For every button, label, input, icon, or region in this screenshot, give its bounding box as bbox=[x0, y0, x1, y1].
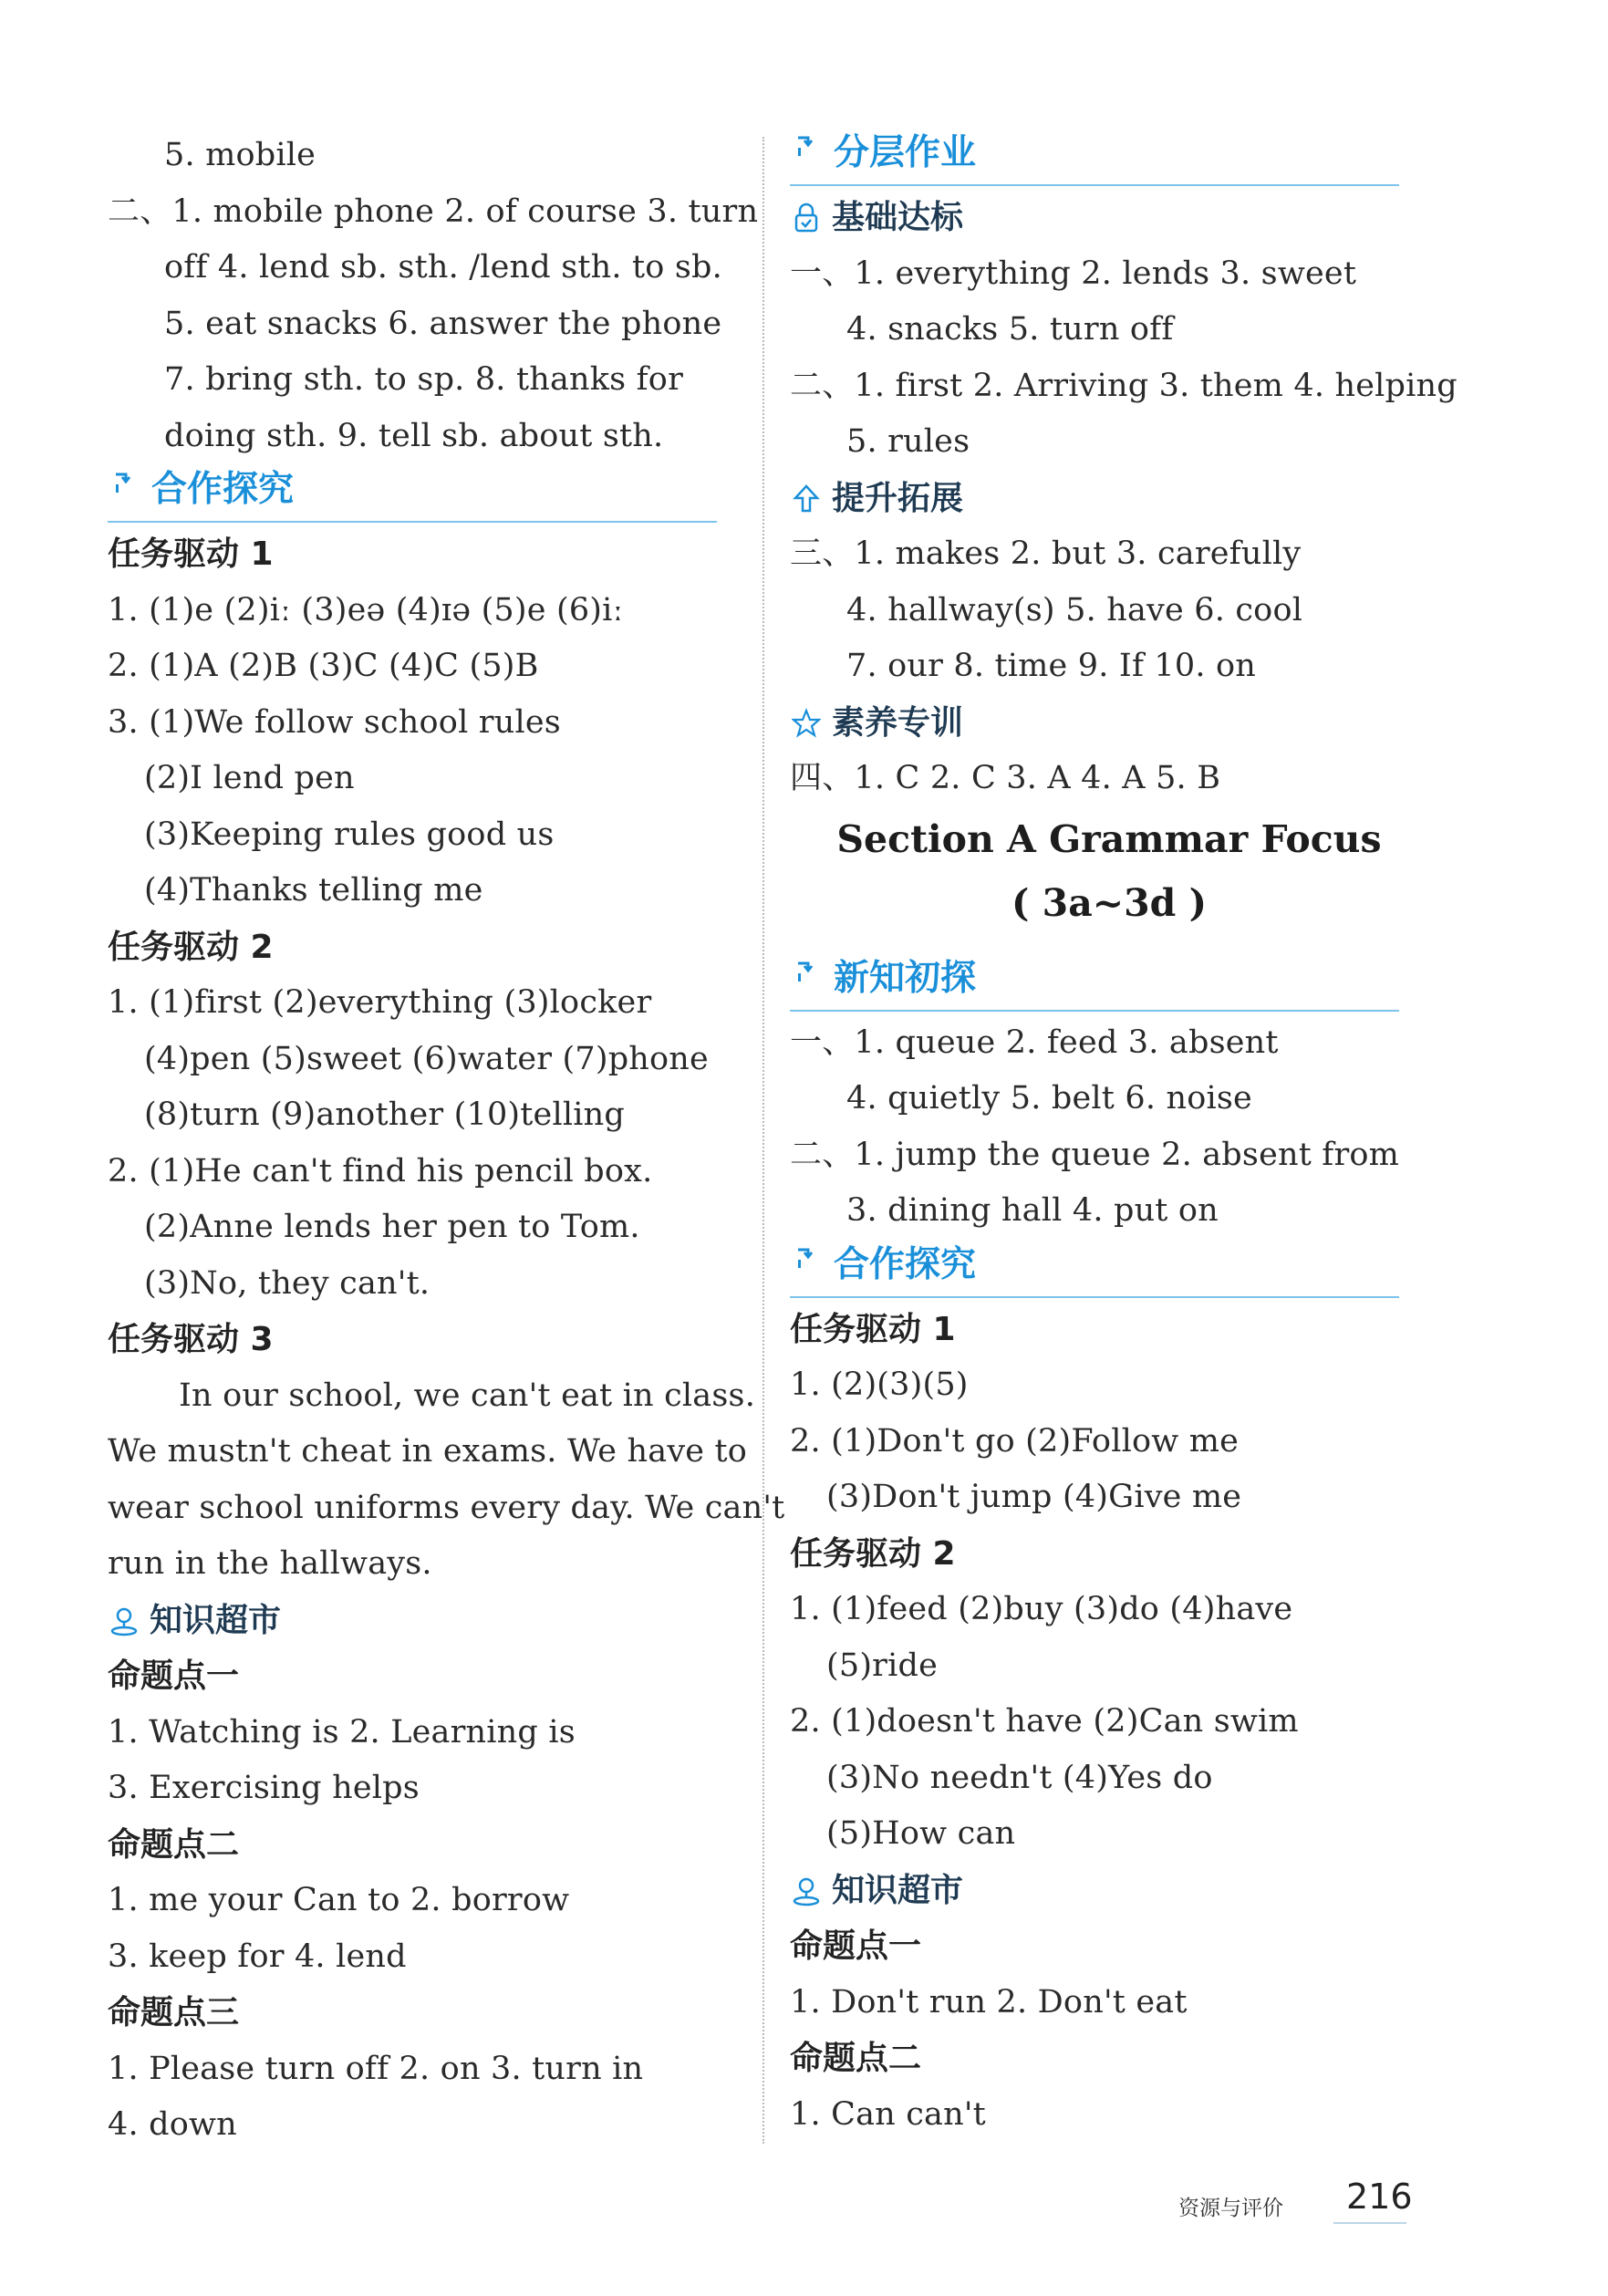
answer-line: We mustn't cheat in exams. We have to bbox=[108, 1433, 748, 1470]
point-heading: 命题点一 bbox=[108, 1657, 240, 1695]
section-title: 合作探究 bbox=[151, 469, 295, 510]
point-heading: 命题点二 bbox=[790, 2040, 922, 2077]
task1-answers bbox=[790, 1357, 1428, 1526]
answer-line: (5)ride bbox=[826, 1647, 939, 1684]
answer-line: 3. (1)We follow school rules bbox=[108, 703, 561, 741]
answer-line: 二、1. mobile phone 2. of course 3. turn bbox=[108, 192, 759, 230]
location-pin-icon bbox=[792, 1875, 821, 1906]
knowledge-market-title: 知识超市 bbox=[150, 1601, 282, 1639]
answer-line: (2)I lend pen bbox=[144, 760, 355, 796]
special-training-header bbox=[790, 695, 1428, 752]
answer-line: 二、1. first 2. Arriving 3. them 4. helping bbox=[790, 367, 1458, 404]
task1-answers bbox=[108, 583, 746, 919]
answer-line: 1. Can can't bbox=[790, 2095, 986, 2133]
answer-line: (4)pen (5)sweet (6)water (7)phone bbox=[144, 1040, 709, 1077]
answer-line: (4)Thanks telling me bbox=[144, 872, 483, 909]
unit-section-subtitle: ( 3a~3d ) bbox=[1011, 880, 1207, 925]
answer-line: 四、1. C 2. C 3. A 4. A 5. B bbox=[790, 760, 1221, 796]
answer-line: (3)Keeping rules good us bbox=[144, 816, 555, 853]
answer-line: 3. keep for 4. lend bbox=[108, 1938, 407, 1975]
answer-line: 4. quietly 5. belt 6. noise bbox=[846, 1080, 1252, 1117]
answer-line: (2)Anne lends her pen to Tom. bbox=[144, 1209, 640, 1245]
task-heading: 任务驱动 1 bbox=[108, 535, 274, 573]
answer-line: 1. Don't run 2. Don't eat bbox=[790, 1983, 1188, 2021]
basic-level-title: 基础达标 bbox=[832, 199, 964, 236]
task-heading: 任务驱动 2 bbox=[108, 928, 274, 966]
knowledge-market-title: 知识超市 bbox=[832, 1871, 964, 1909]
section-header-new-knowledge bbox=[790, 953, 1399, 1012]
answer-line: (3)No needn't (4)Yes do bbox=[826, 1759, 1213, 1796]
answer-line: 5. rules bbox=[846, 423, 970, 460]
task3-passage bbox=[108, 1368, 785, 1593]
point2-answers bbox=[790, 2087, 1428, 2144]
improve-title: 提升拓展 bbox=[832, 479, 964, 517]
left-intro bbox=[108, 128, 759, 464]
task-heading: 任务驱动 1 bbox=[790, 1310, 956, 1348]
section-header-layered-homework bbox=[790, 128, 1399, 186]
special-answers bbox=[790, 751, 1428, 807]
answer-line: off 4. lend sb. sth. /lend sth. to sb. bbox=[164, 249, 722, 286]
knowledge-market-header bbox=[108, 1593, 746, 1649]
answer-line: 2. (1)Don't go (2)Follow me bbox=[790, 1422, 1240, 1460]
answer-line: wear school uniforms every day. We can't bbox=[108, 1489, 785, 1526]
answer-line: 5. eat snacks 6. answer the phone bbox=[164, 305, 722, 342]
answer-line: (3)Don't jump (4)Give me bbox=[826, 1479, 1242, 1515]
up-arrow-icon bbox=[792, 483, 821, 514]
point-heading: 命题点二 bbox=[108, 1825, 240, 1864]
section-header-cooperation bbox=[108, 464, 717, 523]
unit-section-title: Section A Grammar Focus bbox=[836, 816, 1382, 861]
answer-line: 1. (1)first (2)everything (3)locker bbox=[108, 984, 652, 1021]
answer-line: 4. down bbox=[108, 2106, 237, 2143]
section-marker-icon bbox=[795, 135, 815, 159]
answer-line: 1. Watching is 2. Learning is bbox=[108, 1713, 576, 1751]
point1-answers bbox=[108, 1705, 746, 1817]
answer-line: 4. hallway(s) 5. have 6. cool bbox=[846, 591, 1303, 629]
answer-line: 2. (1)doesn't have (2)Can swim bbox=[790, 1703, 1299, 1740]
point-heading: 命题点一 bbox=[790, 1927, 922, 1965]
answer-line: 一、1. queue 2. feed 3. absent bbox=[790, 1023, 1279, 1061]
answer-line: 2. (1)He can't find his pencil box. bbox=[108, 1152, 653, 1190]
section-title: 新知初探 bbox=[834, 957, 977, 999]
answer-line: 1. Please turn off 2. on 3. turn in bbox=[108, 2050, 644, 2087]
answer-line: 1. (1)e (2)iː (3)eə (4)ɪə (5)e (6)iː bbox=[108, 591, 624, 629]
point2-answers bbox=[108, 1873, 746, 1985]
answer-line: 一、1. everything 2. lends 3. sweet bbox=[790, 255, 1357, 292]
basic-level-header bbox=[790, 190, 1428, 246]
right-column bbox=[790, 128, 1458, 2143]
section-header-cooperation bbox=[790, 1240, 1399, 1298]
knowledge-market-header bbox=[790, 1863, 1428, 1919]
answer-line: 3. Exercising helps bbox=[108, 1770, 420, 1806]
answer-line: 1. (2)(3)(5) bbox=[790, 1366, 969, 1403]
column-divider bbox=[763, 137, 764, 2144]
section-title: 合作探究 bbox=[834, 1243, 977, 1285]
lock-check-icon bbox=[792, 203, 821, 234]
special-training-title: 素养专训 bbox=[832, 703, 964, 742]
section-marker-icon bbox=[795, 961, 815, 984]
task-heading: 任务驱动 2 bbox=[790, 1534, 956, 1573]
star-icon bbox=[792, 708, 821, 739]
answer-line: (3)No, they can't. bbox=[144, 1264, 431, 1302]
section-marker-icon bbox=[113, 472, 133, 495]
answer-line: 三、1. makes 2. but 3. carefully bbox=[790, 535, 1302, 572]
point-heading: 命题点三 bbox=[108, 1994, 240, 2031]
answer-line: (8)turn (9)another (10)telling bbox=[144, 1096, 625, 1133]
answer-line: run in the hallways. bbox=[108, 1545, 432, 1582]
section-marker-icon bbox=[795, 1247, 815, 1271]
answer-line: 1. me your Can to 2. borrow bbox=[108, 1882, 570, 1918]
new-knowledge-answers bbox=[790, 1015, 1428, 1240]
task-heading: 任务驱动 3 bbox=[108, 1321, 274, 1358]
location-pin-icon bbox=[109, 1605, 139, 1636]
section-title: 分层作业 bbox=[834, 132, 977, 173]
answer-line: In our school, we can't eat in class. bbox=[179, 1377, 756, 1414]
task2-answers bbox=[790, 1582, 1428, 1863]
answer-line: 5. mobile bbox=[164, 137, 316, 173]
page-number-underline bbox=[1333, 2222, 1406, 2224]
improve-answers bbox=[790, 526, 1428, 695]
task2-answers bbox=[108, 975, 746, 1312]
answer-line: 二、1. jump the queue 2. absent from bbox=[790, 1136, 1400, 1173]
answer-line: doing sth. 9. tell sb. about sth. bbox=[164, 417, 664, 454]
page-number: 216 bbox=[1346, 2177, 1413, 2217]
answer-line: 4. snacks 5. turn off bbox=[846, 311, 1174, 348]
answer-line: 7. our 8. time 9. If 10. on bbox=[846, 648, 1257, 684]
answer-line: 2. (1)A (2)B (3)C (4)C (5)B bbox=[108, 648, 539, 684]
answer-line: 3. dining hall 4. put on bbox=[846, 1192, 1219, 1229]
footer-label: 资源与评价 bbox=[1178, 2197, 1283, 2220]
answer-line: 7. bring sth. to sp. 8. thanks for bbox=[164, 361, 684, 398]
point1-answers bbox=[790, 1975, 1428, 2031]
answer-line: (5)How can bbox=[826, 1815, 1016, 1852]
left-column bbox=[108, 128, 785, 2154]
answer-line: 1. (1)feed (2)buy (3)do (4)have bbox=[790, 1591, 1293, 1627]
basic-answers bbox=[790, 246, 1458, 471]
improve-header bbox=[790, 471, 1428, 527]
point3-answers bbox=[108, 2041, 746, 2154]
